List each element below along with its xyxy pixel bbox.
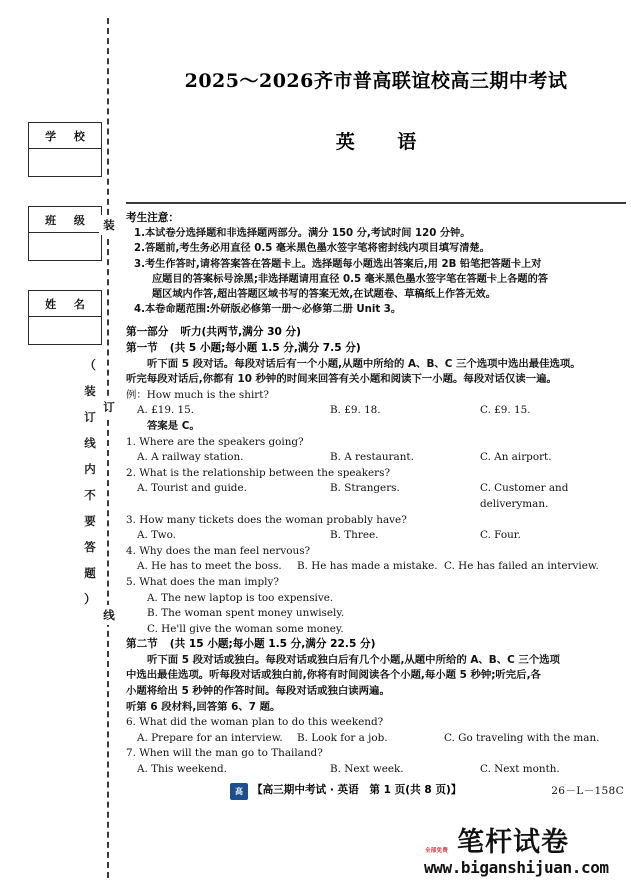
seal-note-char: 装 [84, 384, 96, 398]
option-c[interactable]: C. Four. [480, 529, 521, 542]
question-stem: 5. What does the man imply? [126, 575, 279, 588]
question-options [126, 731, 626, 747]
example-stem: 例：How much is the shirt? [126, 388, 269, 401]
notice-item: 2.答题前,考生务必用直径 0.5 毫米黑色墨水签字笔将密封线内项目填写清楚。 [134, 243, 490, 255]
option-b[interactable]: B. A restaurant. [330, 451, 414, 464]
question-stem: 1. Where are the speakers going? [126, 435, 304, 448]
exam-notice [126, 211, 626, 317]
notice-item: 应题目的答案标号涂黑;非选择题请用直径 0.5 毫米黑色墨水签字笔在答题卡上各题的答 [152, 273, 548, 285]
option-b[interactable]: B. Three. [330, 529, 379, 542]
question-options [126, 762, 626, 778]
question-stem: 3. How many tickets does the woman probably have? [126, 513, 407, 526]
option-c[interactable]: C. Next month. [480, 763, 560, 776]
question-stem: 6. What did the woman plan to do this weekend? [126, 716, 384, 729]
question-options [126, 481, 626, 512]
seal-note-char: 线 [84, 436, 96, 450]
section-one-directions-line1: 听下面 5 段对话。每段对话后有一个小题,从题中所给的 A、B、C 三个选项中选出最佳选项。 [147, 357, 581, 370]
option-a[interactable]: A. Tourist and guide. [137, 482, 247, 495]
seal-note-char: （ [83, 358, 96, 372]
question-body [126, 325, 626, 777]
question-stem: 4. Why does the man feel nervous? [126, 544, 311, 557]
option-b[interactable]: B. Look for a job. [297, 731, 388, 744]
section-one-heading [126, 341, 626, 357]
seal-dashed-line [107, 18, 109, 878]
info-box-name [28, 290, 102, 345]
page-footer [126, 782, 626, 802]
option-c[interactable]: C. He'll give the woman some money. [147, 622, 344, 635]
footer-paper-code: 26－L－158C [551, 785, 624, 797]
watermark-brand: 笔杆试卷 [457, 827, 569, 858]
info-box-class [28, 206, 102, 261]
part-one-label: 第一部分 [126, 326, 169, 339]
section-two-points: (共 15 小题;每小题 1.5 分,满分 22.5 分) [169, 638, 376, 651]
option-c[interactable]: C. An airport. [480, 451, 552, 464]
section-two-label: 第二节 [126, 638, 158, 651]
option-a[interactable]: A. The new laptop is too expensive. [147, 591, 334, 604]
notice-item: 题区域内作答,超出答题区域书写的答案无效,在试题卷、草稿纸上作答无效。 [152, 289, 496, 301]
option-b[interactable]: B. The woman spent money unwisely. [147, 607, 345, 620]
seal-note-char: 订 [84, 410, 96, 424]
seal-vertical-note [80, 352, 100, 612]
notice-item: 4.本卷命题范围:外研版必修第一册～必修第二册 Unit 3。 [134, 304, 402, 316]
option-b[interactable]: B. He has made a mistake. [297, 560, 438, 573]
option-a[interactable]: A. Two. [137, 529, 176, 542]
section-two-directions-line2: 中选出最佳选项。听每段对话或独白前,你将有时间阅读各个小题,每小题 5 秒钟;听完后,各 [126, 669, 541, 682]
seal-column [0, 0, 115, 891]
notice-heading: 考生注意： [126, 212, 179, 224]
seal-note-char: 要 [84, 514, 96, 528]
seal-note-char: 内 [84, 462, 96, 476]
section-two-directions-line3: 小题将给出 5 秒钟的作答时间。每段对话或独白读两遍。 [126, 685, 390, 698]
question-stem: 7. When will the man go to Thailand? [126, 747, 323, 760]
seal-note-char: 不 [84, 488, 96, 502]
option-c[interactable]: C. He has failed an interview. [444, 560, 599, 573]
option-b[interactable]: B. Strangers. [330, 482, 400, 495]
seal-note-char: ） [83, 592, 96, 606]
section-one-label: 第一节 [126, 342, 158, 355]
example-answer: 答案是 C。 [147, 419, 200, 432]
example-option-a: A. £19. 15. [137, 404, 195, 417]
title-divider [126, 202, 626, 204]
question-options [126, 528, 626, 544]
example-option-c: C. £9. 15. [480, 404, 531, 417]
publisher-logo-icon: 高 [230, 783, 248, 800]
section-two-material-note: 听第 6 段材料,回答第 6、7 题。 [126, 700, 281, 713]
part-one-name: 听力(共两节,满分 30 分) [180, 326, 301, 339]
seal-note-char: 题 [84, 566, 96, 580]
seal-note-char: 答 [84, 540, 96, 554]
section-two-heading [126, 637, 626, 653]
question-options [126, 559, 626, 575]
option-c[interactable]: C. Customer and deliveryman. [480, 482, 569, 510]
seal-dash-label-ding: 订 [99, 397, 119, 417]
notice-item: 1.本试卷分选择题和非选择题两部分。满分 150 分,考试时间 120 分钟。 [134, 228, 471, 240]
subject-title: 英 语 [335, 131, 435, 153]
option-a[interactable]: A. This weekend. [137, 763, 227, 776]
part-one-heading [126, 325, 626, 341]
info-box-school-fill[interactable] [29, 149, 101, 176]
watermark [424, 820, 629, 888]
option-b[interactable]: B. Next week. [330, 763, 404, 776]
info-box-class-label: 班 级 [29, 207, 101, 233]
option-a[interactable]: A. He has to meet the boss. [137, 560, 282, 573]
watermark-url: www.biganshijuan.com [424, 858, 609, 877]
seal-dash-label-xian: 线 [99, 605, 119, 625]
section-one-directions-line2: 听完每段对话后,你都有 10 秒钟的时间来回答有关小题和阅读下一小题。每段对话仅读一遍。 [126, 373, 557, 386]
option-c[interactable]: C. Go traveling with the man. [444, 731, 600, 744]
footer-page-indicator: 【高三期中考试 · 英语 第 1 页(共 8 页)】 [252, 784, 462, 796]
info-box-class-fill[interactable] [29, 233, 101, 260]
seal-dash-label-zhuang: 装 [99, 215, 119, 235]
info-box-name-label: 姓 名 [29, 291, 101, 317]
watermark-free-badge: 全部免费 [425, 848, 449, 854]
section-one-points: (共 5 小题;每小题 1.5 分,满分 7.5 分) [169, 342, 361, 355]
info-box-name-fill[interactable] [29, 317, 101, 344]
page-title: 2025～2026齐市普高联谊校高三期中考试 [184, 70, 568, 92]
info-box-school-label: 学 校 [29, 123, 101, 149]
info-box-school [28, 122, 102, 177]
section-two-directions-line1: 听下面 5 段对话或独白。每段对话或独白后有几个小题,从题中所给的 A、B、C 三个选项 [147, 653, 560, 666]
notice-item: 3.考生作答时,请将答案答在答题卡上。选择题每小题选出答案后,用 2B 铅笔把答题卡上对 [134, 258, 542, 270]
example-option-b: B. £9. 18. [330, 404, 381, 417]
example-options [126, 403, 626, 419]
question-stem: 2. What is the relationship between the speakers? [126, 466, 391, 479]
option-a[interactable]: A. Prepare for an interview. [137, 731, 283, 744]
option-a[interactable]: A. A railway station. [137, 451, 244, 464]
paper-content [126, 0, 626, 891]
question-options [126, 450, 626, 466]
